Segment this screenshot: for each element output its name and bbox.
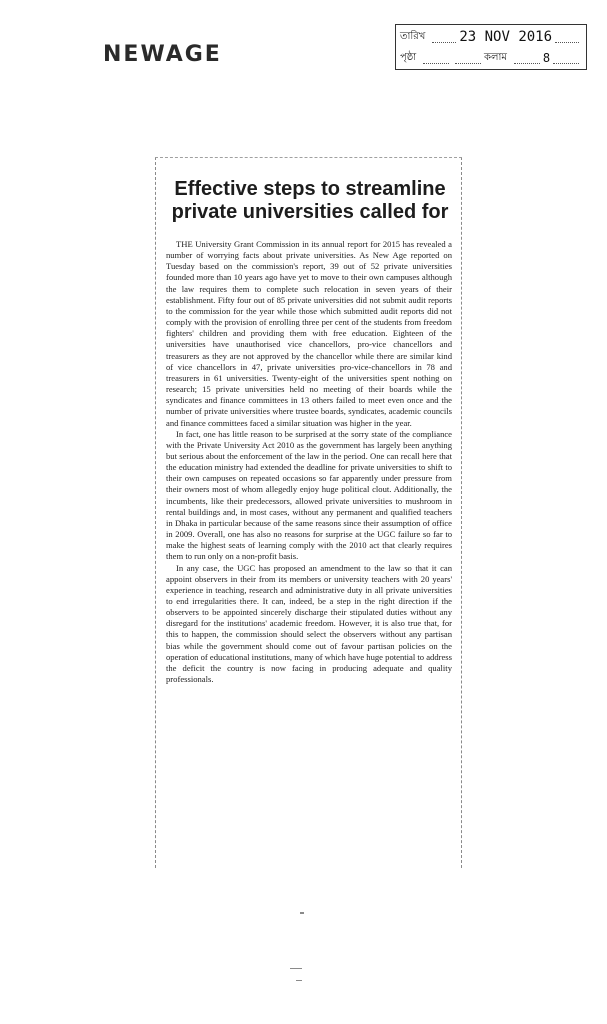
stamp-dots <box>432 32 456 43</box>
scan-speck <box>290 968 302 969</box>
stamp-column-label: কলাম <box>484 51 507 63</box>
stamp-dots <box>553 53 579 64</box>
article-body <box>166 239 452 685</box>
stamp-column-value: 8 <box>542 51 551 65</box>
scan-speck <box>300 912 304 914</box>
stamp-page-row <box>400 49 582 67</box>
article-paragraph: THE University Grant Commission in its annual report for 2015 has revealed a number of worrying facts about private universities. As New Age reported on Tuesday based on the commission's report, 39 out of 52 private universities founded more than 10 years ago have yet to move to their own campuses although the law requires them to complete such relocation in seven years of their establishment. Fifty four out of 85 private universities did not submit audit reports to the commission for the year while those which submitted audit reports did not comply with the provision of enrolling three per cent of the students from freedom fighters' children and providing them with free education. Eighteen of the universities have unauthorised vice chancellors, pro-vice chancellors and treasurers as they are not approved by the chancellor while there are similar kind of vice chancellors in 47, private universities pro-vice-chancellors in 78 and treasurers in 61 universities. Twenty-eight of the universities spent nothing on research; 15 private universities held no meeting of their boards while the syndicates and finance committees in 13 others failed to meet even once and the number of private universities where trustee boards, syndicates, academic councils and finance committees faced a similar situation was higher in the year. <box>166 239 452 428</box>
stamp-date-row <box>400 28 582 46</box>
date-stamp <box>395 24 587 70</box>
stamp-date-label: তারিখ <box>400 30 426 42</box>
stamp-dots <box>514 53 540 64</box>
newspaper-masthead: NEWAGE <box>103 42 222 67</box>
article-paragraph: In fact, one has little reason to be surprised at the sorry state of the compliance with the Private University Act 2010 as the government has largely been anything but serious about the enforcement of the law in the period. One can recall here that the education ministry had extended the deadline for private universities to shift to their own campuses on repeated occasions so far apparently under pressure from their owners most of whom allegedly enjoy huge political clout. Additionally, the incumbents, like their predecessors, allowed private universities to mushroom in rental buildings and, in most cases, without any permanent and qualified teachers in Dhaka in particular because of the same reasons since their assumption of office in 2009. Overall, one has also no reasons for surprise at the UGC failure so far to make the highest seats of learning comply with the 2010 act that clearly requires them to run only on a non-profit basis. <box>166 428 452 562</box>
stamp-dots <box>455 53 481 64</box>
article-headline: Effective steps to streamline private universities called for <box>171 178 449 223</box>
scan-speck <box>296 980 302 981</box>
stamp-dots <box>555 32 579 43</box>
article-paragraph: In any case, the UGC has proposed an amendment to the law so that it can appoint observers in their from its members or university teachers with 20 years' experience in teaching, research and administrative duty in all private universities to end irregularities there. It can, indeed, be a step in the right direction if the observers to be appointed sincerely discharge their stipulated duties without any disregard for the institutions' academic freedom. However, it is also true that, for this to happen, the commission should select the observers without any partisan bias while the government should come out of favour partisan policies on the operation of educational institutions, many of which have huge potential to address the deficit the country is now facing in producing adequate and quality professionals. <box>166 562 452 685</box>
stamp-page-label: পৃষ্ঠা <box>400 51 417 63</box>
stamp-date-value: 23 NOV 2016 <box>459 29 553 45</box>
stamp-dots <box>423 53 449 64</box>
